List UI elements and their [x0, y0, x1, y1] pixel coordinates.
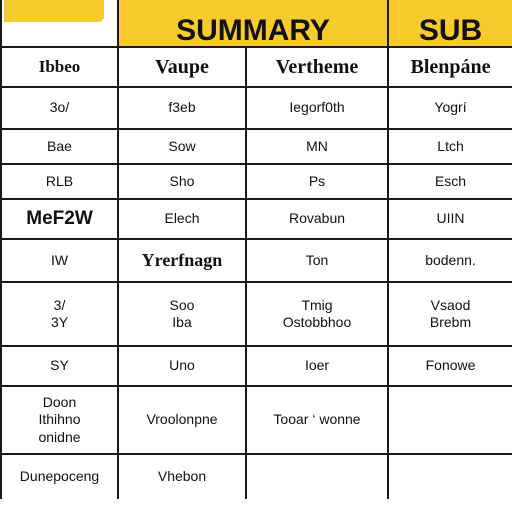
- table-row: [1, 346, 512, 386]
- table-cell: f3eb: [118, 87, 246, 129]
- table-cell: Uno: [118, 346, 246, 386]
- table-row: [1, 282, 512, 346]
- table-cell: Ton: [246, 239, 388, 282]
- table-header-row: [1, 47, 512, 87]
- header-cell: Ibbeo: [1, 47, 118, 87]
- table-cell: Yrerfnagn: [118, 239, 246, 282]
- table-cell: Esch: [388, 164, 512, 199]
- banner-left-cell: [1, 0, 118, 47]
- table-cell: bodenn.: [388, 239, 512, 282]
- table-row: [1, 239, 512, 282]
- table-row: [1, 386, 512, 454]
- header-cell: Vertheme: [246, 47, 388, 87]
- banner-left-block: [4, 0, 104, 22]
- banner-row: [1, 0, 512, 47]
- table-row: [1, 87, 512, 129]
- table-cell: Tooar ‘ wonne: [246, 386, 388, 454]
- table-cell: Doon Ithihno onidne: [1, 386, 118, 454]
- table-cell: Tmig Ostobbhoo: [246, 282, 388, 346]
- table-cell: Ltch: [388, 129, 512, 164]
- table-row: [1, 129, 512, 164]
- banner-right-cell: [388, 0, 512, 47]
- banner-title-cell: [118, 0, 388, 47]
- table-cell: Yogrí: [388, 87, 512, 129]
- table-cell: Vhebon: [118, 454, 246, 499]
- table-cell: Vsaod Brebm: [388, 282, 512, 346]
- table-cell: 3/ 3Y: [1, 282, 118, 346]
- table-cell: MN: [246, 129, 388, 164]
- table-cell: Bae: [1, 129, 118, 164]
- header-cell: Vaupe: [118, 47, 246, 87]
- table-cell: 3o/: [1, 87, 118, 129]
- table-cell: Sow: [118, 129, 246, 164]
- table-cell: Dunepoceng: [1, 454, 118, 499]
- table-cell: Soo Iba: [118, 282, 246, 346]
- table-row: [1, 164, 512, 199]
- table-cell: Vroolonpne: [118, 386, 246, 454]
- header-cell: Blenpáne: [388, 47, 512, 87]
- table-cell: [388, 386, 512, 454]
- banner-right-text: SUB: [418, 14, 483, 47]
- table-cell: RLB: [1, 164, 118, 199]
- table-cell: Ioer: [246, 346, 388, 386]
- table-cell: Elech: [118, 199, 246, 239]
- table-cell: [388, 454, 512, 499]
- table-cell: [246, 454, 388, 499]
- table-cell: MeF2W: [1, 199, 118, 239]
- table-cell: Iegorf0th: [246, 87, 388, 129]
- table-cell: Fonowe: [388, 346, 512, 386]
- table-cell: Ps: [246, 164, 388, 199]
- table-cell: UIIN: [388, 199, 512, 239]
- banner-title: SUMMARY: [176, 14, 330, 47]
- table-cell: SY: [1, 346, 118, 386]
- table-row: [1, 454, 512, 499]
- table-cell: Rovabun: [246, 199, 388, 239]
- table-cell: Sho: [118, 164, 246, 199]
- table-cell: IW: [1, 239, 118, 282]
- table-row: [1, 199, 512, 239]
